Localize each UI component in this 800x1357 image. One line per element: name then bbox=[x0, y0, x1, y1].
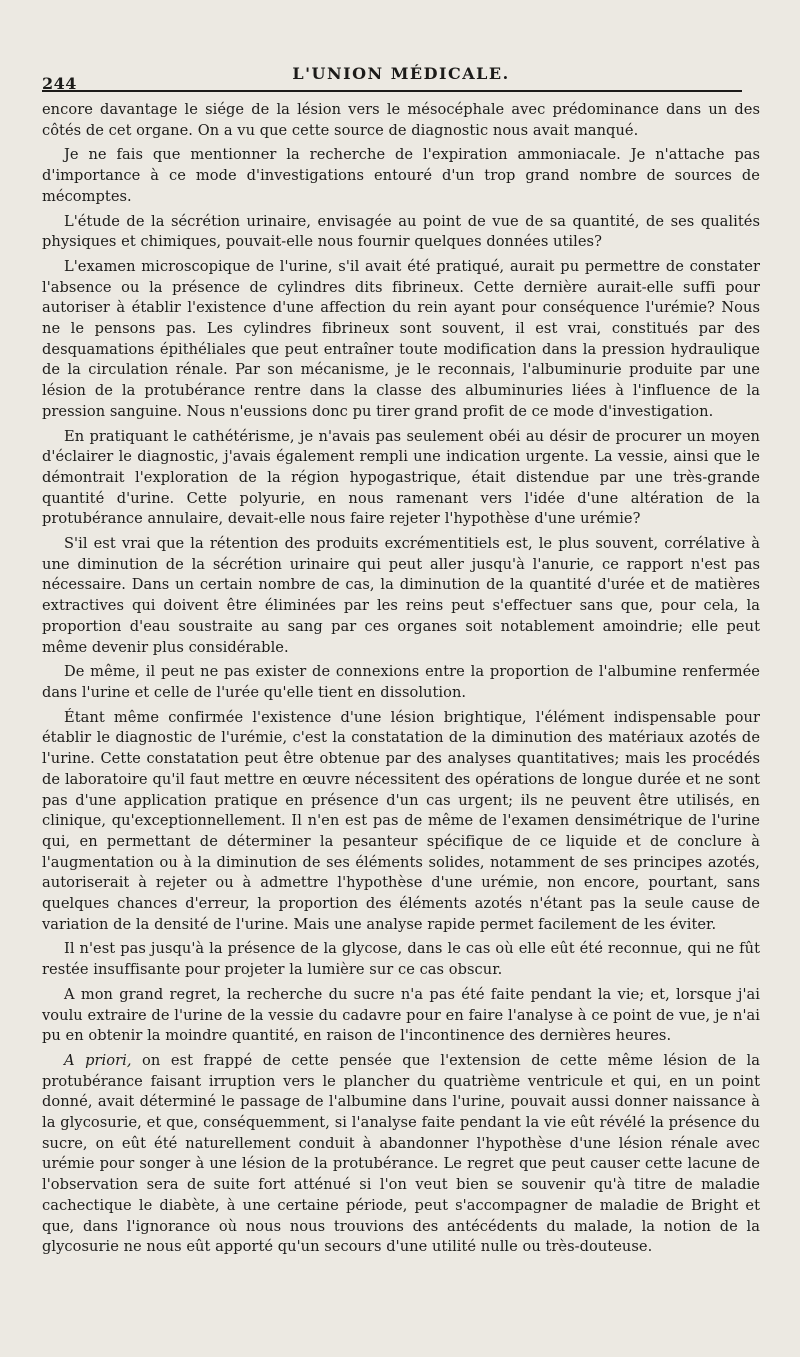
paragraph-6: S'il est vrai que la rétention des produits excrémentitiels est, le plus souvent, corrélative à une diminution de la sécrétion urinaire qui peut aller jusqu'à l'anurie, ce rapport n'est pas nécessaire. Dans un certain nombre de cas, la diminution de la quantité d'urée et de matières extractives qui doivent être éliminées par les reins peut s'effectuer sans que, pour cela, la proportion d'eau soustraite au sang par ces organes soit notablement amoindrie; elle peut même devenir plus considérable. bbox=[42, 535, 760, 656]
journal-title: L'UNION MÉDICALE. bbox=[292, 64, 510, 83]
paragraph-11-text: on est frappé de cette pensée que l'extension de cette même lésion de la protubérance faisant irruption vers le plancher du quatrième ventricule et qui, en un point donné, avait déterminé le passage de l'albumine dans l'urine, pouvait aussi donner naissance à la glycosurie, et que, conséquemment, si l'analyse faite pendant la vie eût révélé la présence du sucre, on eût été naturellement conduit à abandonner l'hypothèse d'une lésion rénale avec urémie pour songer à une lésion de la protubérance. Le regret que peut causer cette lacune de l'observation sera de suite fort atténué si l'on veut bien se souvenir qu'à titre de maladie cachectique le diabète, à une certaine période, peut s'accompagner de maladie de Bright et que, dans l'ignorance où nous nous trouvions des antécédents du malade, la notion de la glycosurie ne nous eût apporté qu'un secours d'une utilité nulle ou très-douteuse. bbox=[42, 1051, 760, 1256]
paragraph-8: Étant même confirmée l'existence d'une lésion brightique, l'élément indispensable pour établir le diagnostic de l'urémie, c'est la constatation de la diminution des matériaux azotés de l'urine. Cette constatation peut être obtenue par des analyses quantitatives; mais les procédés de laboratoire qu'il faut mettre en œuvre nécessitent des opérations de longue durée et ne sont pas d'une application pratique en présence d'un cas urgent; ils ne peuvent être utilisés, en clinique, qu'exceptionnellement. Il n'en est pas de même de l'examen densimétrique de l'urine qui, en permettant de déterminer la pesanteur spécifique de ce liquide et de conclure à l'augmentation ou à la diminution de ses éléments solides, notamment de ses principes azotés, autoriserait à rejeter ou à admettre l'hypothèse d'une urémie, non encore, pourtant, sans quelques chances d'erreur, la proportion des éléments azotés n'étant pas la seule cause de variation de la densité de l'urine. Mais une analyse rapide permet facilement de les éviter. bbox=[42, 708, 760, 933]
running-head bbox=[42, 60, 760, 93]
paragraph-11 bbox=[42, 1051, 760, 1258]
page-number: 244 bbox=[42, 74, 77, 93]
a-priori-italic: A priori, bbox=[64, 1051, 132, 1069]
article-body bbox=[42, 100, 760, 1258]
paragraph-5: En pratiquant le cathétérisme, je n'avais pas seulement obéi au désir de procurer un moyen d'éclairer le diagnostic, j'avais également rempli une indication urgente. La vessie, ainsi que le démontrait l'exploration de la région hypogastrique, était distendue par une très-grande quantité d'urine. Cette polyurie, en nous ramenant vers l'idée d'une altération de la protubérance annulaire, devait-elle nous faire rejeter l'hypothèse d'une urémie? bbox=[42, 427, 760, 528]
paragraph-3: L'étude de la sécrétion urinaire, envisagée au point de vue de sa quantité, de ses qualités physiques et chimiques, pouvait-elle nous fournir quelques données utiles? bbox=[42, 212, 760, 251]
paragraph-1: encore davantage le siége de la lésion vers le mésocéphale avec prédominance dans un des côtés de cet organe. On a vu que cette source de diagnostic nous avait manqué. bbox=[42, 101, 760, 139]
header-rule bbox=[42, 90, 742, 92]
paragraph-7: De même, il peut ne pas exister de connexions entre la proportion de l'albumine renfermée dans l'urine et celle de l'urée qu'elle tient en dissolution. bbox=[42, 663, 760, 701]
paragraph-10: A mon grand regret, la recherche du sucre n'a pas été faite pendant la vie; et, lorsque j'ai voulu extraire de l'urine de la vessie du cadavre pour en faire l'analyse à ce point de vue, je n'ai pu en obtenir la moindre quantité, en raison de l'incontinence des dernières heures. bbox=[42, 985, 760, 1045]
paragraph-9: Il n'est pas jusqu'à la présence de la glycose, dans le cas où elle eût été reconnue, qui ne fût restée insuffisante pour projeter la lumière sur ce cas obscur. bbox=[42, 940, 760, 979]
paragraph-4: L'examen microscopique de l'urine, s'il avait été pratiqué, aurait pu permettre de constater l'absence ou la présence de cylindres dits fibrineux. Cette dernière aurait-elle suffi pour autoriser à établir l'existence d'une affection du rein ayant pour conséquence l'urémie? Nous ne le pensons pas. Les cylindres fibrineux sont souvent, il est vrai, constitués par des desquamations épithéliales que peut entraîner toute modification dans la pression hydraulique de la circulation rénale. Par son mécanisme, je le reconnais, l'albuminurie produite par une lésion de la protubérance rentre dans la classe des albuminuries liées à l'influence de la pression sanguine. Nous n'eussions donc pu tirer grand profit de ce mode d'investigation. bbox=[42, 257, 760, 420]
paragraph-2: Je ne fais que mentionner la recherche de l'expiration ammoniacale. Je n'attache pas d'importance à ce mode d'investigations entouré d'un trop grand nombre de sources de mécomptes. bbox=[42, 146, 760, 205]
